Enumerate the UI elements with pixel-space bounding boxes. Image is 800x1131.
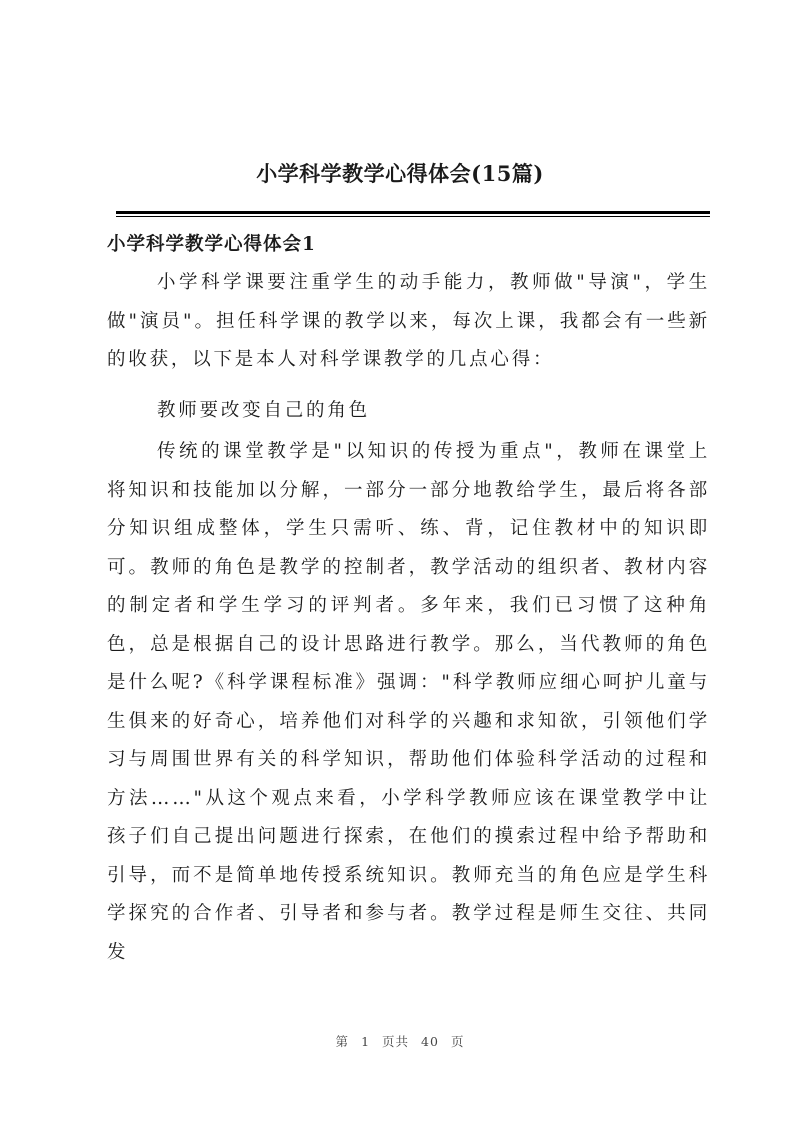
paragraph-subheading: 教师要改变自己的角色 [156, 400, 370, 421]
footer-total-pages: 40 [421, 1034, 439, 1049]
document-title: 小学科学教学心得体会(15篇) [256, 161, 544, 186]
footer-mid: 页共 [382, 1034, 410, 1049]
footer-prefix: 第 [335, 1034, 350, 1049]
section-heading: 小学科学教学心得体会1 [107, 234, 316, 255]
page-footer [0, 1032, 800, 1050]
title-rule-thick [116, 211, 710, 214]
title-rule-thin [116, 216, 710, 217]
footer-current-page: 1 [361, 1034, 371, 1049]
paragraph-body: 传统的课堂教学是"以知识的传授为重点"，教师在课堂上将知识和技能加以分解，一部分一部分地教给学生，最后将各部分知识组成整体，学生只需听、练、背，记住教材中的知识即可。教师的角色是教学的控制者，教学活动的组织者、教材内容的制定者和学生学习的评判者。多年来，我们已习惯了这种角色，总是根据自己的设计思路进行教学。那么，当代教师的角色是什么呢?《科学课程标准》强调："科学教师应细心呵护儿童与生俱来的好奇心，培养他们对科学的兴趣和求知欲，引领他们学习与周围世界有关的科学知识，帮助他们体验科学活动的过程和方法……"从这个观点来看，小学科学教师应该在课堂教学中让孩子们自己提出问题进行探索，在他们的摸索过程中给予帮助和引导，而不是简单地传授系统知识。教师充当的角色应是学生科学探究的合作者、引导者和参与者。教学过程是师生交往、共同发 [107, 441, 710, 963]
paragraph-intro: 小学科学课要注重学生的动手能力，教师做"导演"，学生做"演员"。担任科学课的教学以来，每次上课，我都会有一些新的收获，以下是本人对科学课教学的几点心得： [107, 272, 710, 370]
footer-suffix: 页 [450, 1034, 465, 1049]
